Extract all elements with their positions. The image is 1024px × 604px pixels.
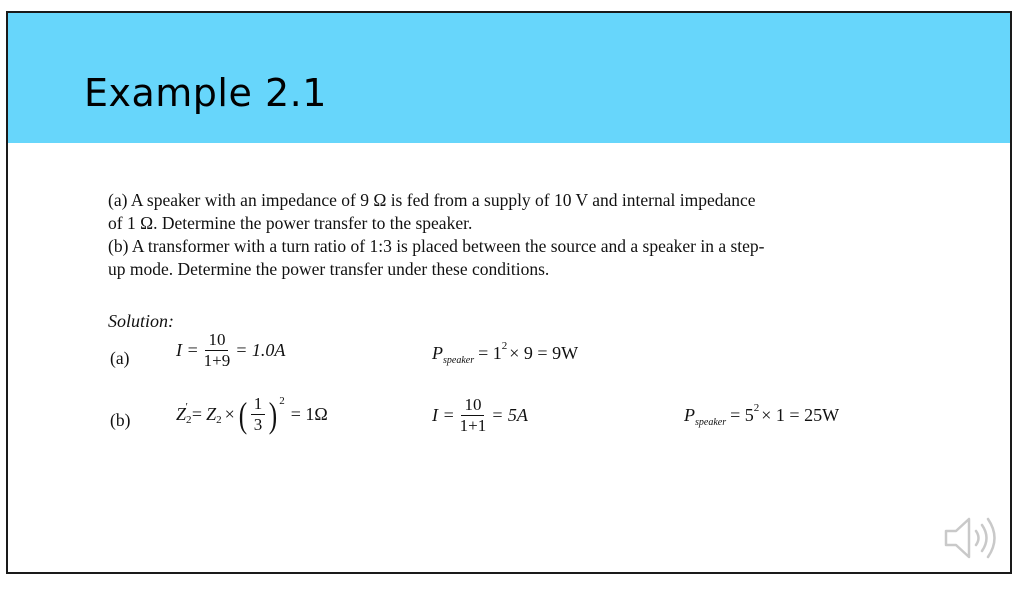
eq-a-current-lhs: I = [176, 340, 199, 360]
title-bar [8, 13, 1010, 143]
eq-b-imp-numerator: 1 [251, 395, 266, 415]
eq-a-power-symbol: P [432, 343, 443, 363]
eq-a-current-fraction [201, 331, 234, 370]
slide [6, 11, 1012, 574]
problem-part-b-line-2: up mode. Determine the power transfer under these conditions. [108, 259, 550, 279]
eq-b-current-numerator: 10 [461, 396, 484, 416]
eq-a-power-exponent: 2 [501, 339, 508, 352]
eq-b-imp-equals: = [191, 404, 203, 424]
eq-a-power-rhs-post: × 9 = 9W [509, 343, 579, 363]
eq-a-power-subscript: speaker [443, 355, 475, 366]
eq-b-left-paren: ( [238, 394, 247, 435]
solution-label: Solution: [108, 311, 174, 331]
eq-b-imp-lhs-symbol: Z [176, 404, 187, 424]
eq-b-power-subscript: speaker [695, 417, 727, 428]
eq-b-imp-exponent: 2 [279, 394, 285, 407]
eq-b-imp-lhs-prime: ′ [185, 400, 188, 413]
eq-b-power-symbol: P [684, 405, 695, 425]
eq-b-imp-rhs-subscript: 2 [216, 413, 222, 426]
problem-statement [108, 189, 928, 281]
eq-b-imp-fraction [251, 395, 266, 434]
eq-b-power-exponent: 2 [753, 401, 760, 414]
eq-a-current-denominator: 1+9 [203, 351, 231, 370]
eq-a-current-rhs: = 1.0A [235, 340, 286, 360]
eq-b-imp-times: × [224, 404, 235, 424]
eq-b-current-denominator: 1+1 [459, 416, 487, 435]
eq-b-power-rhs-pre: = 5 [730, 405, 754, 425]
problem-part-a-line-2: of 1 Ω. Determine the power transfer to the speaker. [108, 213, 473, 233]
speaker-audio-icon[interactable] [942, 513, 1004, 563]
equation-a-current [176, 331, 285, 370]
eq-b-imp-result: = 1Ω [290, 404, 328, 424]
solution-part-b-label: (b) [110, 410, 131, 430]
slide-title: Example 2.1 [84, 71, 327, 115]
eq-b-imp-rhs-symbol: Z [206, 404, 217, 424]
eq-b-imp-denominator: 3 [253, 415, 263, 434]
eq-a-power-rhs-pre: = 1 [478, 343, 502, 363]
equation-b-power [684, 401, 840, 428]
solution-part-a-label: (a) [110, 348, 130, 368]
equation-b-impedance [176, 395, 328, 434]
eq-b-current-fraction [457, 396, 490, 435]
eq-b-power-rhs-post: × 1 = 25W [761, 405, 840, 425]
problem-part-b-line-1: (b) A transformer with a turn ratio of 1:3 is placed between the source and a speaker in a step- [108, 236, 765, 256]
problem-part-a-line-1: (a) A speaker with an impedance of 9 Ω is fed from a supply of 10 V and internal impedance [108, 190, 756, 210]
eq-b-imp-lhs-subscript: 2 [186, 413, 192, 426]
eq-b-current-lhs: I = [432, 405, 455, 425]
eq-b-right-paren: ) [269, 394, 278, 435]
equation-a-power [432, 339, 579, 366]
eq-b-current-rhs: = 5A [491, 405, 528, 425]
eq-a-current-numerator: 10 [205, 331, 228, 351]
equation-b-current [432, 396, 528, 435]
